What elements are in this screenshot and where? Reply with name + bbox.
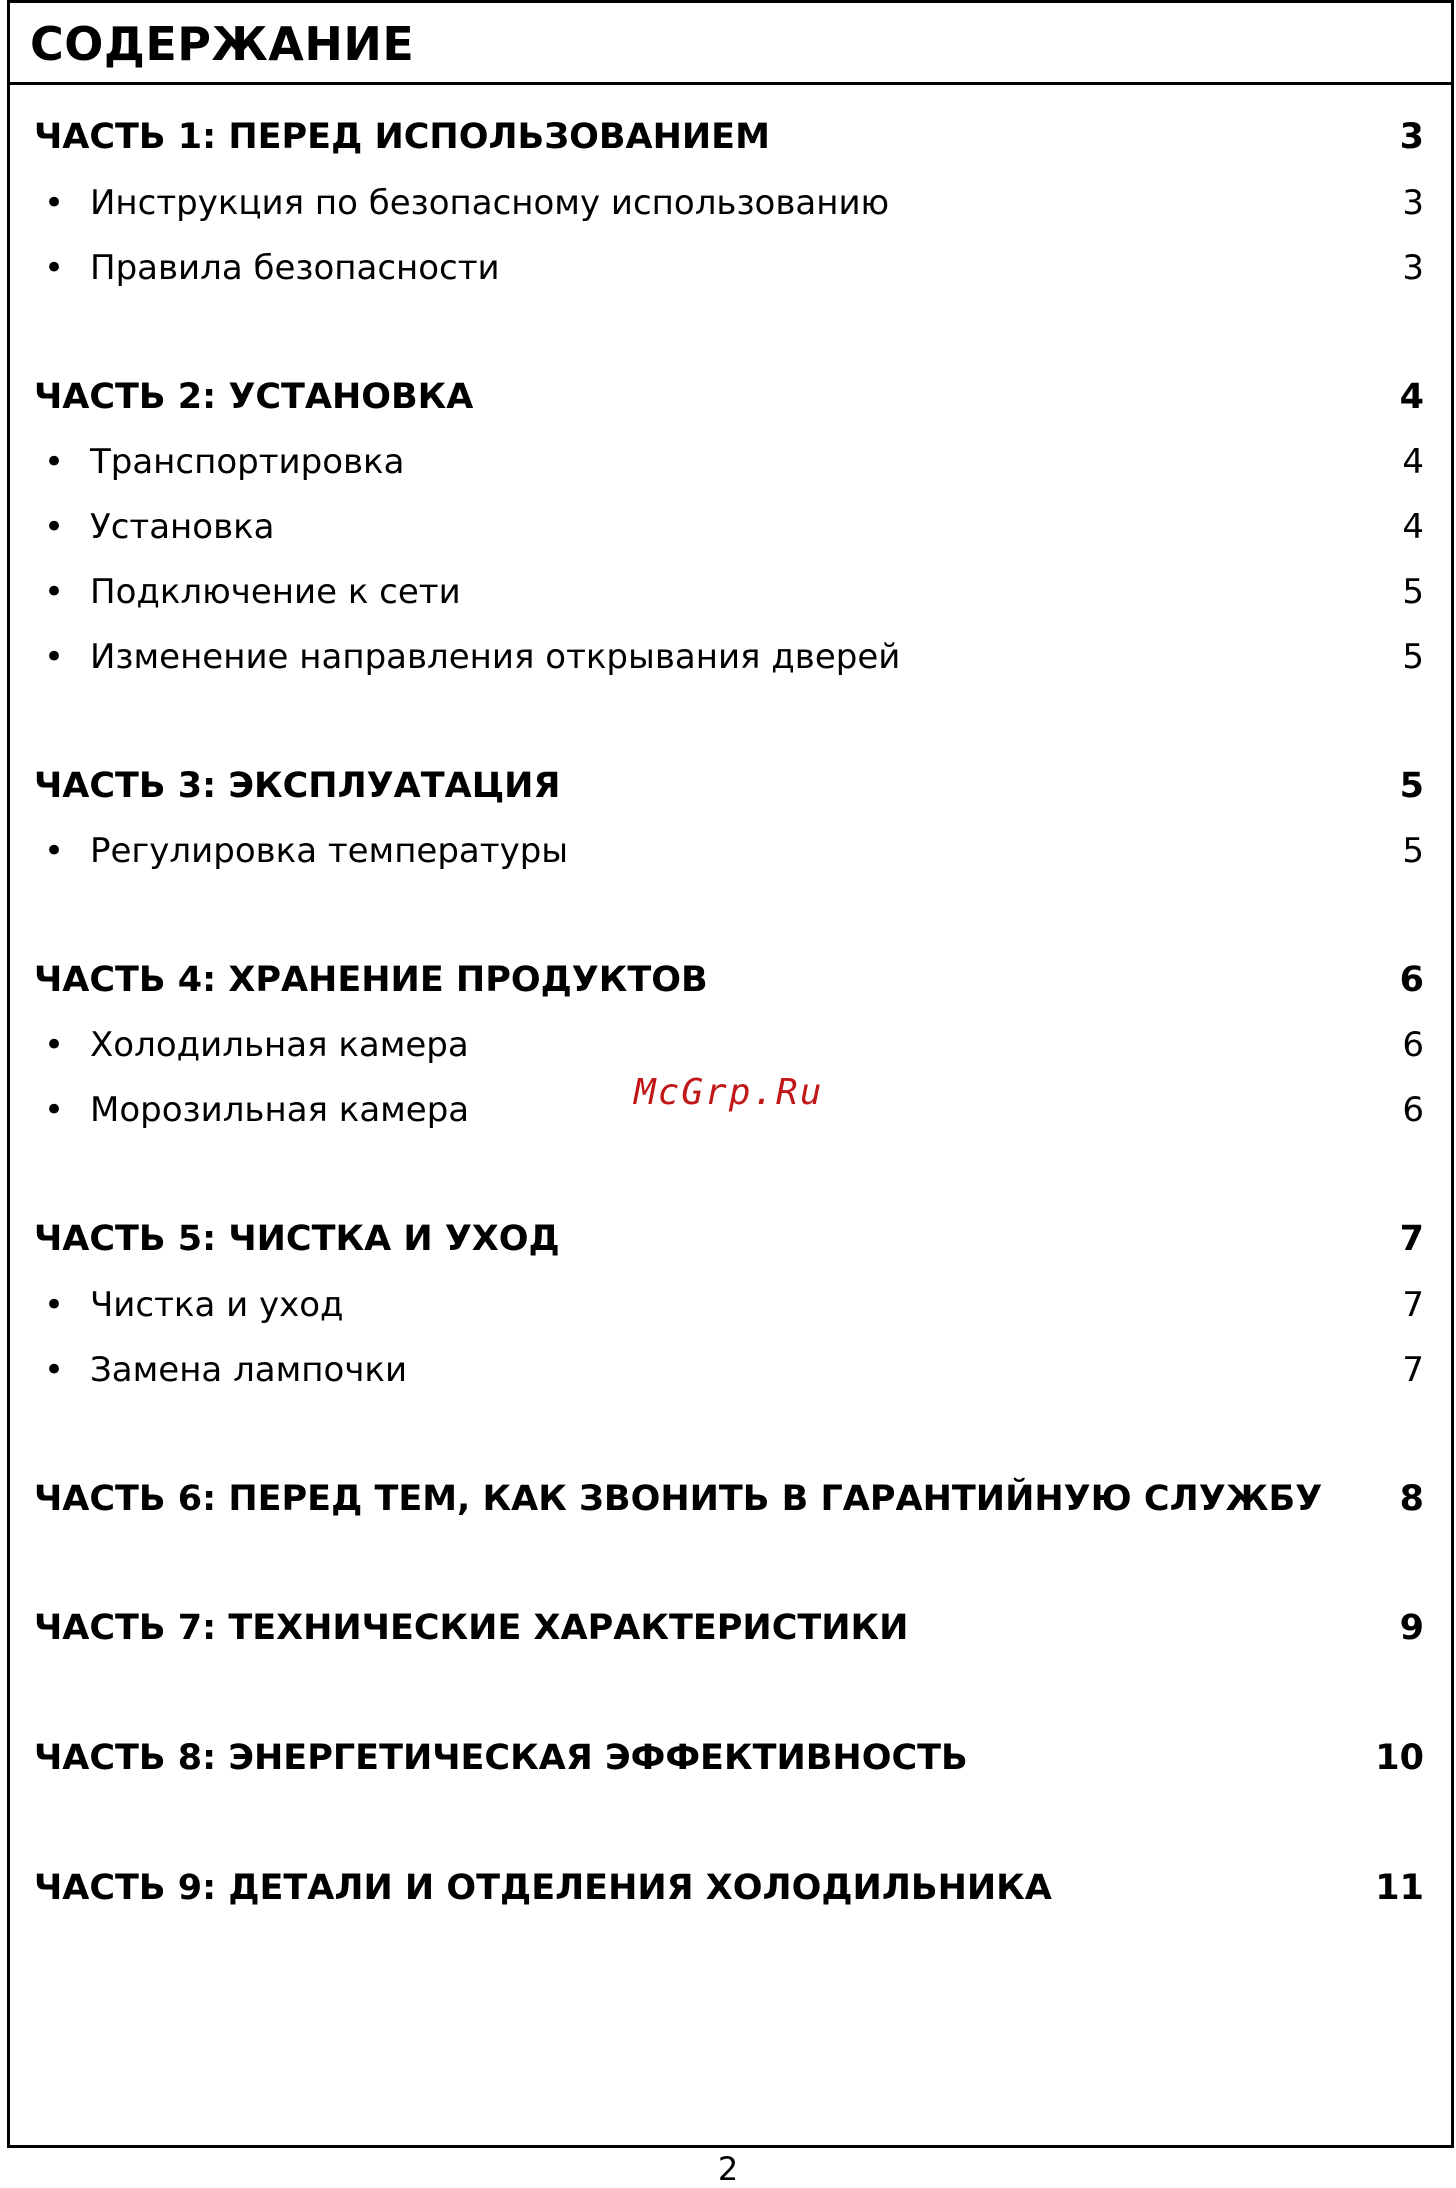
toc-item[interactable]: [34, 1350, 1424, 1398]
toc-part-8[interactable]: [34, 1738, 1424, 1786]
toc-page-number: 8: [1399, 1479, 1424, 1519]
toc-page-number: 9: [1399, 1608, 1424, 1648]
toc-item[interactable]: [34, 1025, 1424, 1073]
toc-item[interactable]: [34, 572, 1424, 620]
toc-page-number: 3: [1399, 117, 1424, 157]
bullet-icon: •: [44, 183, 65, 223]
toc-part-title: ЧАСТЬ 6: ПЕРЕД ТЕМ, КАК ЗВОНИТЬ В ГАРАНТИЙНУЮ СЛУЖБУ: [34, 1479, 1323, 1519]
toc-part-title: ЧАСТЬ 7: ТЕХНИЧЕСКИЕ ХАРАКТЕРИСТИКИ: [34, 1608, 909, 1648]
toc-part-title: ЧАСТЬ 5: ЧИСТКА И УХОД: [34, 1219, 560, 1259]
toc-part-6[interactable]: [34, 1479, 1424, 1527]
toc-page-number: 7: [1402, 1350, 1424, 1390]
bullet-icon: •: [44, 442, 65, 482]
toc-item-label: Регулировка температуры: [90, 831, 569, 871]
toc-page-number: 10: [1375, 1738, 1424, 1778]
toc-item[interactable]: [34, 507, 1424, 555]
toc-item[interactable]: [34, 1285, 1424, 1333]
toc-page-number: 3: [1402, 248, 1424, 288]
toc-item-label: Подключение к сети: [90, 572, 461, 612]
toc-item[interactable]: [34, 442, 1424, 490]
toc-part-3[interactable]: [34, 766, 1424, 814]
bullet-icon: •: [44, 1090, 65, 1130]
toc-page-number: 3: [1402, 183, 1424, 223]
toc-page-number: 5: [1402, 831, 1424, 871]
toc-page-number: 4: [1399, 377, 1424, 417]
toc-part-title: ЧАСТЬ 8: ЭНЕРГЕТИЧЕСКАЯ ЭФФЕКТИВНОСТЬ: [34, 1738, 968, 1778]
toc-part-9[interactable]: [34, 1868, 1424, 1916]
toc-page-number: 5: [1399, 766, 1424, 806]
toc-item-label: Инструкция по безопасному использованию: [90, 183, 890, 223]
toc-page-number: 6: [1399, 960, 1424, 1000]
bullet-icon: •: [44, 1285, 65, 1325]
bullet-icon: •: [44, 831, 65, 871]
bullet-icon: •: [44, 1025, 65, 1065]
toc-page-number: 5: [1402, 637, 1424, 677]
toc-part-2[interactable]: [34, 377, 1424, 425]
footer-page-number: 2: [717, 2150, 739, 2188]
bullet-icon: •: [44, 507, 65, 547]
toc-item[interactable]: [34, 831, 1424, 879]
toc-item-label: Установка: [90, 507, 275, 547]
toc-page-number: 6: [1402, 1025, 1424, 1065]
toc-item[interactable]: [34, 183, 1424, 231]
toc-part-1[interactable]: [34, 117, 1424, 165]
toc-part-title: ЧАСТЬ 9: ДЕТАЛИ И ОТДЕЛЕНИЯ ХОЛОДИЛЬНИКА: [34, 1868, 1052, 1908]
bullet-icon: •: [44, 572, 65, 612]
toc-part-7[interactable]: [34, 1608, 1424, 1656]
bullet-icon: •: [44, 1350, 65, 1390]
toc-part-5[interactable]: [34, 1219, 1424, 1267]
toc-item-label: Морозильная камера: [90, 1090, 470, 1130]
toc-item-label: Транспортировка: [90, 442, 405, 482]
bullet-icon: •: [44, 248, 65, 288]
toc-page-number: 11: [1375, 1868, 1424, 1908]
watermark: McGrp.Ru: [634, 1072, 824, 1113]
toc-page-number: 4: [1402, 442, 1424, 482]
toc-page-number: 7: [1402, 1285, 1424, 1325]
toc-part-title: ЧАСТЬ 2: УСТАНОВКА: [34, 377, 474, 417]
toc-item-label: Чистка и уход: [90, 1285, 344, 1325]
toc-part-title: ЧАСТЬ 4: ХРАНЕНИЕ ПРОДУКТОВ: [34, 960, 708, 1000]
toc-item[interactable]: [34, 248, 1424, 296]
toc-part-title: ЧАСТЬ 3: ЭКСПЛУАТАЦИЯ: [34, 766, 561, 806]
toc-part-title: ЧАСТЬ 1: ПЕРЕД ИСПОЛЬЗОВАНИЕМ: [34, 117, 770, 157]
page-title: СОДЕРЖАНИЕ: [30, 17, 415, 71]
toc-page-number: 4: [1402, 507, 1424, 547]
toc-page-number: 7: [1399, 1219, 1424, 1259]
toc-item[interactable]: [34, 637, 1424, 685]
toc-item-label: Правила безопасности: [90, 248, 500, 288]
bullet-icon: •: [44, 637, 65, 677]
toc-page-number: 5: [1402, 572, 1424, 612]
toc-part-4[interactable]: [34, 960, 1424, 1008]
toc-item-label: Холодильная камера: [90, 1025, 469, 1065]
title-bar: [10, 3, 1451, 85]
toc-item-label: Изменение направления открывания дверей: [90, 637, 901, 677]
toc-page-number: 6: [1402, 1090, 1424, 1130]
toc-item-label: Замена лампочки: [90, 1350, 408, 1390]
